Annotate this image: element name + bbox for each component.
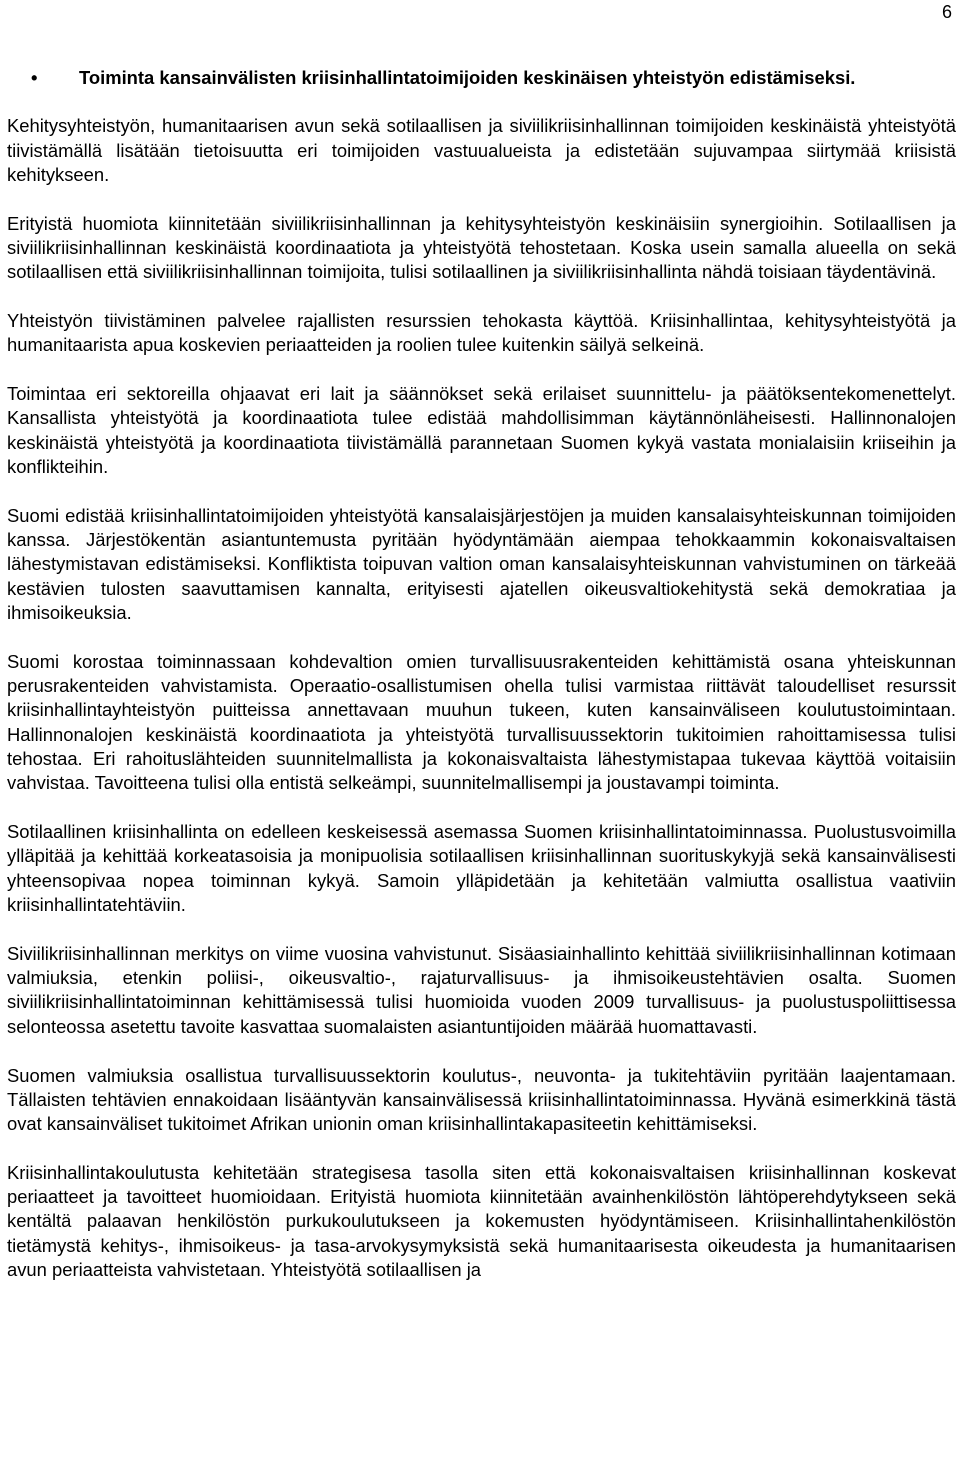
paragraph: Yhteistyön tiivistäminen palvelee rajallisten resurssien tehokasta käyttöä. Kriisinhallintaa, kehitysyhteistyötä ja humanitaarista apua koskevien periaatteiden ja roolien tulee kuitenkin säilyä selkeinä. (7, 310, 956, 356)
paragraph: Toimintaa eri sektoreilla ohjaavat eri lait ja säännökset sekä erilaiset suunnittelu- ja päätöksentekomenettelyt. Kansallista yhteistyötä ja koordinaatiota tulee edistää mahdollisimman käytännönläheisesti. Hallinnonalojen keskinäistä yhteistyötä ja koordinaatiota tiivistämällä parannetaan Suomen kykyä vastata monialaisiin kriiseihin ja konflikteihin. (7, 383, 956, 478)
bullet-heading (7, 66, 956, 90)
page-number: 6 (941, 2, 952, 22)
paragraph: Suomi korostaa toiminnassaan kohdevaltion omien turvallisuusrakenteiden kehittämistä osana yhteiskunnan perusrakenteiden vahvistamista. Operaatio-osallistumisen ohella tulisi varmistaa riittävät taloudelliset resurssit kriisinhallintayhteistyön puitteissa annettavaan muuhun tukeen, kuten kansainväliseen koulutustoimintaan. Hallinnonalojen keskinäistä koordinaatiota ja yhteistyötä turvallisuussektorin tukitoimien rahoittamisessa tulisi tehostaa. Eri rahoituslähteiden suunnitelmallista ja kokonaisvaltaista lähestymistapaa tukevaa käyttöä voitaisiin vahvistaa. Tavoitteena tulisi olla entistä selkeämpi, suunnitelmallisempi ja joustavampi toiminta. (7, 650, 956, 794)
paragraph: Suomen valmiuksia osallistua turvallisuussektorin koulutus-, neuvonta- ja tukitehtäviin pyritään laajentamaan. Tällaisten tehtävien ennakoidaan lisääntyvän kansainvälisessä kriisinhallintatoiminnassa. Hyvänä esimerkkinä tästä ovat kansainväliset tukitoimet Afrikan unionin oman kriisinhallintakapasiteetin kehittämiseksi. (7, 1064, 956, 1135)
paragraph: Sotilaallinen kriisinhallinta on edelleen keskeisessä asemassa Suomen kriisinhallintatoiminnassa. Puolustusvoimilla ylläpitää ja kehittää korkeatasoisia ja monipuolisia sotilaallisen kriisinhallinnan suorituskykyjä sekä kansainvälisesti yhteensopivaa nopea toiminnan kykyä. Samoin ylläpidetään ja kehitetään valmiutta osallistua vaativiin kriisinhallintatehtäviin. (7, 821, 956, 916)
document-body (7, 66, 956, 1307)
bullet-heading-text: Toiminta kansainvälisten kriisinhallintatoimijoiden keskinäisen yhteistyön edistämiseksi. (79, 67, 856, 88)
paragraph: Suomi edistää kriisinhallintatoimijoiden yhteistyötä kansalaisjärjestöjen ja muiden kansalaisyhteiskunnan toimijoiden kanssa. Järjestökentän asiantuntemusta pyritään hyödyntämään aiempaa tehokkaammin kokonaisvaltaisen lähestymistavan edistämiseksi. Konfliktista toipuvan valtion oman kansalaisyhteiskunnan vahvistuminen on tärkeää kestävien tulosten saavuttamisen kannalta, erityisesti ajatellen oikeusvaltiokehitystä sekä demokratiaa ja ihmisoikeuksia. (7, 504, 956, 624)
paragraph: Erityistä huomiota kiinnitetään siviilikriisinhallinnan ja kehitysyhteistyön keskinäisiin synergioihin. Sotilaallisen ja siviilikriisinhallinnan keskinäistä koordinaatiota ja yhteistyötä tehostetaan. Koska usein samalla alueella on sekä sotilaallisen että siviilikriisinhallinnan toimijoita, tulisi sotilaallinen ja siviilikriisinhallinta nähdä toisiaan täydentävinä. (7, 212, 956, 283)
paragraph: Kehitysyhteistyön, humanitaarisen avun sekä sotilaallisen ja siviilikriisinhallinnan toimijoiden keskinäistä yhteistyötä tiivistämällä lisätään tietoisuutta eri toimijoiden vastuualueista ja edistetään sujuvampaa siirtymää kriisistä kehitykseen. (7, 115, 956, 185)
bullet-icon: • (31, 67, 38, 88)
paragraph: Siviilikriisinhallinnan merkitys on viime vuosina vahvistunut. Sisäasiainhallinto kehittää siviilikriisinhallinnan kotimaan valmiuksia, etenkin poliisi-, oikeusvaltio-, rajaturvallisuus- ja ihmisoikeustehtävien osalta. Suomen siviilikriisinhallintatoiminnan kehittämisessä tulisi huomioida vuoden 2009 turvallisuus- ja puolustuspoliittisessa selonteossa asetettu tavoite kasvattaa suomalaisten asiantuntijoiden määrää huomattavasti. (7, 942, 956, 1037)
paragraph: Kriisinhallintakoulutusta kehitetään strategisesa tasolla siten että kokonaisvaltaisen kriisinhallinnan koskevat periaatteet ja tavoitteet huomioidaan. Erityistä huomiota kiinnitetään avainhenkilöstön lähtöperehdytykseen sekä kentältä palaavan henkilöstön purkukoulutukseen ja kokemusten hyödyntämiseen. Kriisinhallintahenkilöstön tietämystä kehitys-, ihmisoikeus- ja tasa-arvokysymyksistä sekä humanitaarisesta oikeudesta ja humanitaarisen avun periaatteista vahvistetaan. Yhteistyötä sotilaallisen ja (7, 1161, 956, 1281)
